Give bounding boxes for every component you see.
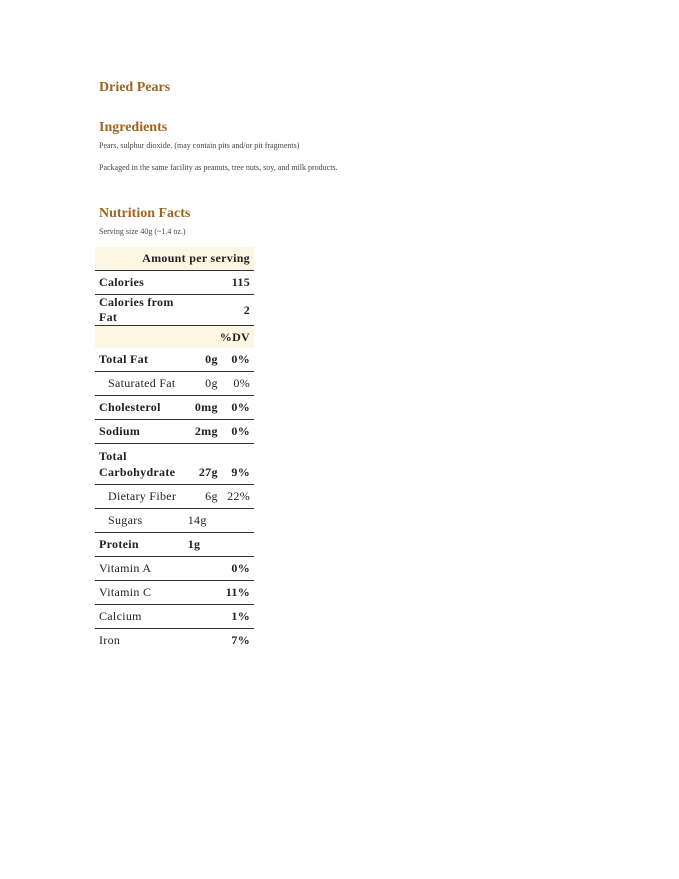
nutrient-name: Sodium	[95, 420, 184, 444]
nutrient-dv: 0%	[222, 372, 254, 396]
nutrient-dv: 0%	[222, 557, 254, 581]
nutrient-amount	[184, 629, 222, 653]
dv-header-row	[95, 326, 254, 349]
nutrient-row-sodium	[95, 420, 254, 444]
nutrient-name: Iron	[99, 633, 121, 647]
nutrient-name: Saturated Fat	[95, 372, 184, 396]
nutrient-dv: 22%	[222, 485, 254, 509]
nutrient-amount	[184, 581, 222, 605]
nutrient-row-sugars	[95, 509, 254, 533]
amount-per-serving-header: Amount per serving	[95, 247, 254, 271]
nutrient-row-saturated-fat	[95, 372, 254, 396]
nutrient-name-line1: Total	[99, 449, 127, 463]
nutrient-row-cholesterol	[95, 396, 254, 420]
calories-fat-row	[95, 295, 254, 326]
product-title: Dried Pears	[99, 80, 171, 95]
nutrient-name: Vitamin C	[95, 581, 184, 605]
nutrition-table	[95, 247, 254, 652]
nutrient-amount: 14g	[184, 509, 222, 533]
nutrient-row-protein	[95, 533, 254, 557]
nutrient-amount: 1g	[184, 533, 222, 557]
nutrient-row-vitamin-c	[95, 581, 254, 605]
calories-row	[95, 271, 254, 295]
nutrient-name: Calcium	[95, 605, 184, 629]
nutrient-dv: 11%	[222, 581, 254, 605]
nutrient-name: Total Fat	[95, 348, 184, 372]
calories-fat-value: 2	[184, 295, 254, 326]
nutrient-dv	[222, 533, 254, 557]
serving-size: Serving size 40g (~1.4 oz.)	[99, 227, 186, 236]
ingredients-heading: Ingredients	[99, 120, 168, 135]
calories-label: Calories	[95, 271, 184, 295]
nutrient-row-total-fat	[95, 348, 254, 372]
nutrient-amount	[184, 557, 222, 581]
nutrient-name-line2: Carbohydrate	[99, 465, 176, 479]
nutrient-amount: 6g	[184, 485, 222, 509]
nutrient-name	[95, 444, 184, 485]
nutrient-dv: 0%	[222, 348, 254, 372]
nutrition-heading: Nutrition Facts	[99, 206, 191, 221]
nutrient-amount: 27g	[184, 444, 222, 485]
nutrient-dv: 0%	[222, 420, 254, 444]
facility-notice: Packaged in the same facility as peanuts, tree nuts, soy, and milk products.	[99, 163, 338, 172]
calories-value: 115	[184, 271, 254, 295]
nutrient-name: Sugars	[95, 509, 184, 533]
nutrient-name: Vitamin A	[95, 557, 184, 581]
calories-fat-label: Calories from Fat	[95, 295, 184, 326]
nutrient-amount: 0g	[184, 348, 222, 372]
nutrient-dv: 1%	[222, 605, 254, 629]
nutrient-row-total-carbohydrate	[95, 444, 254, 485]
nutrient-name: Dietary Fiber	[95, 485, 184, 509]
nutrient-dv: 7%	[231, 633, 250, 647]
nutrient-row-iron	[95, 629, 254, 653]
nutrient-amount: 0mg	[184, 396, 222, 420]
amount-header-row	[95, 247, 254, 271]
nutrient-row-vitamin-a	[95, 557, 254, 581]
nutrient-amount: 2mg	[184, 420, 222, 444]
nutrient-amount: 0g	[184, 372, 222, 396]
ingredients-text: Pears, sulphur dioxide. (may contain pits and/or pit fragments)	[99, 141, 300, 150]
nutrient-amount	[184, 605, 222, 629]
nutrient-name: Cholesterol	[95, 396, 184, 420]
nutrient-dv: 0%	[222, 396, 254, 420]
nutrient-name: Protein	[95, 533, 184, 557]
nutrient-row-calcium	[95, 605, 254, 629]
nutrient-dv: 9%	[222, 444, 254, 485]
nutrient-row-dietary-fiber	[95, 485, 254, 509]
nutrient-dv	[222, 509, 254, 533]
dv-header: %DV	[95, 326, 254, 349]
